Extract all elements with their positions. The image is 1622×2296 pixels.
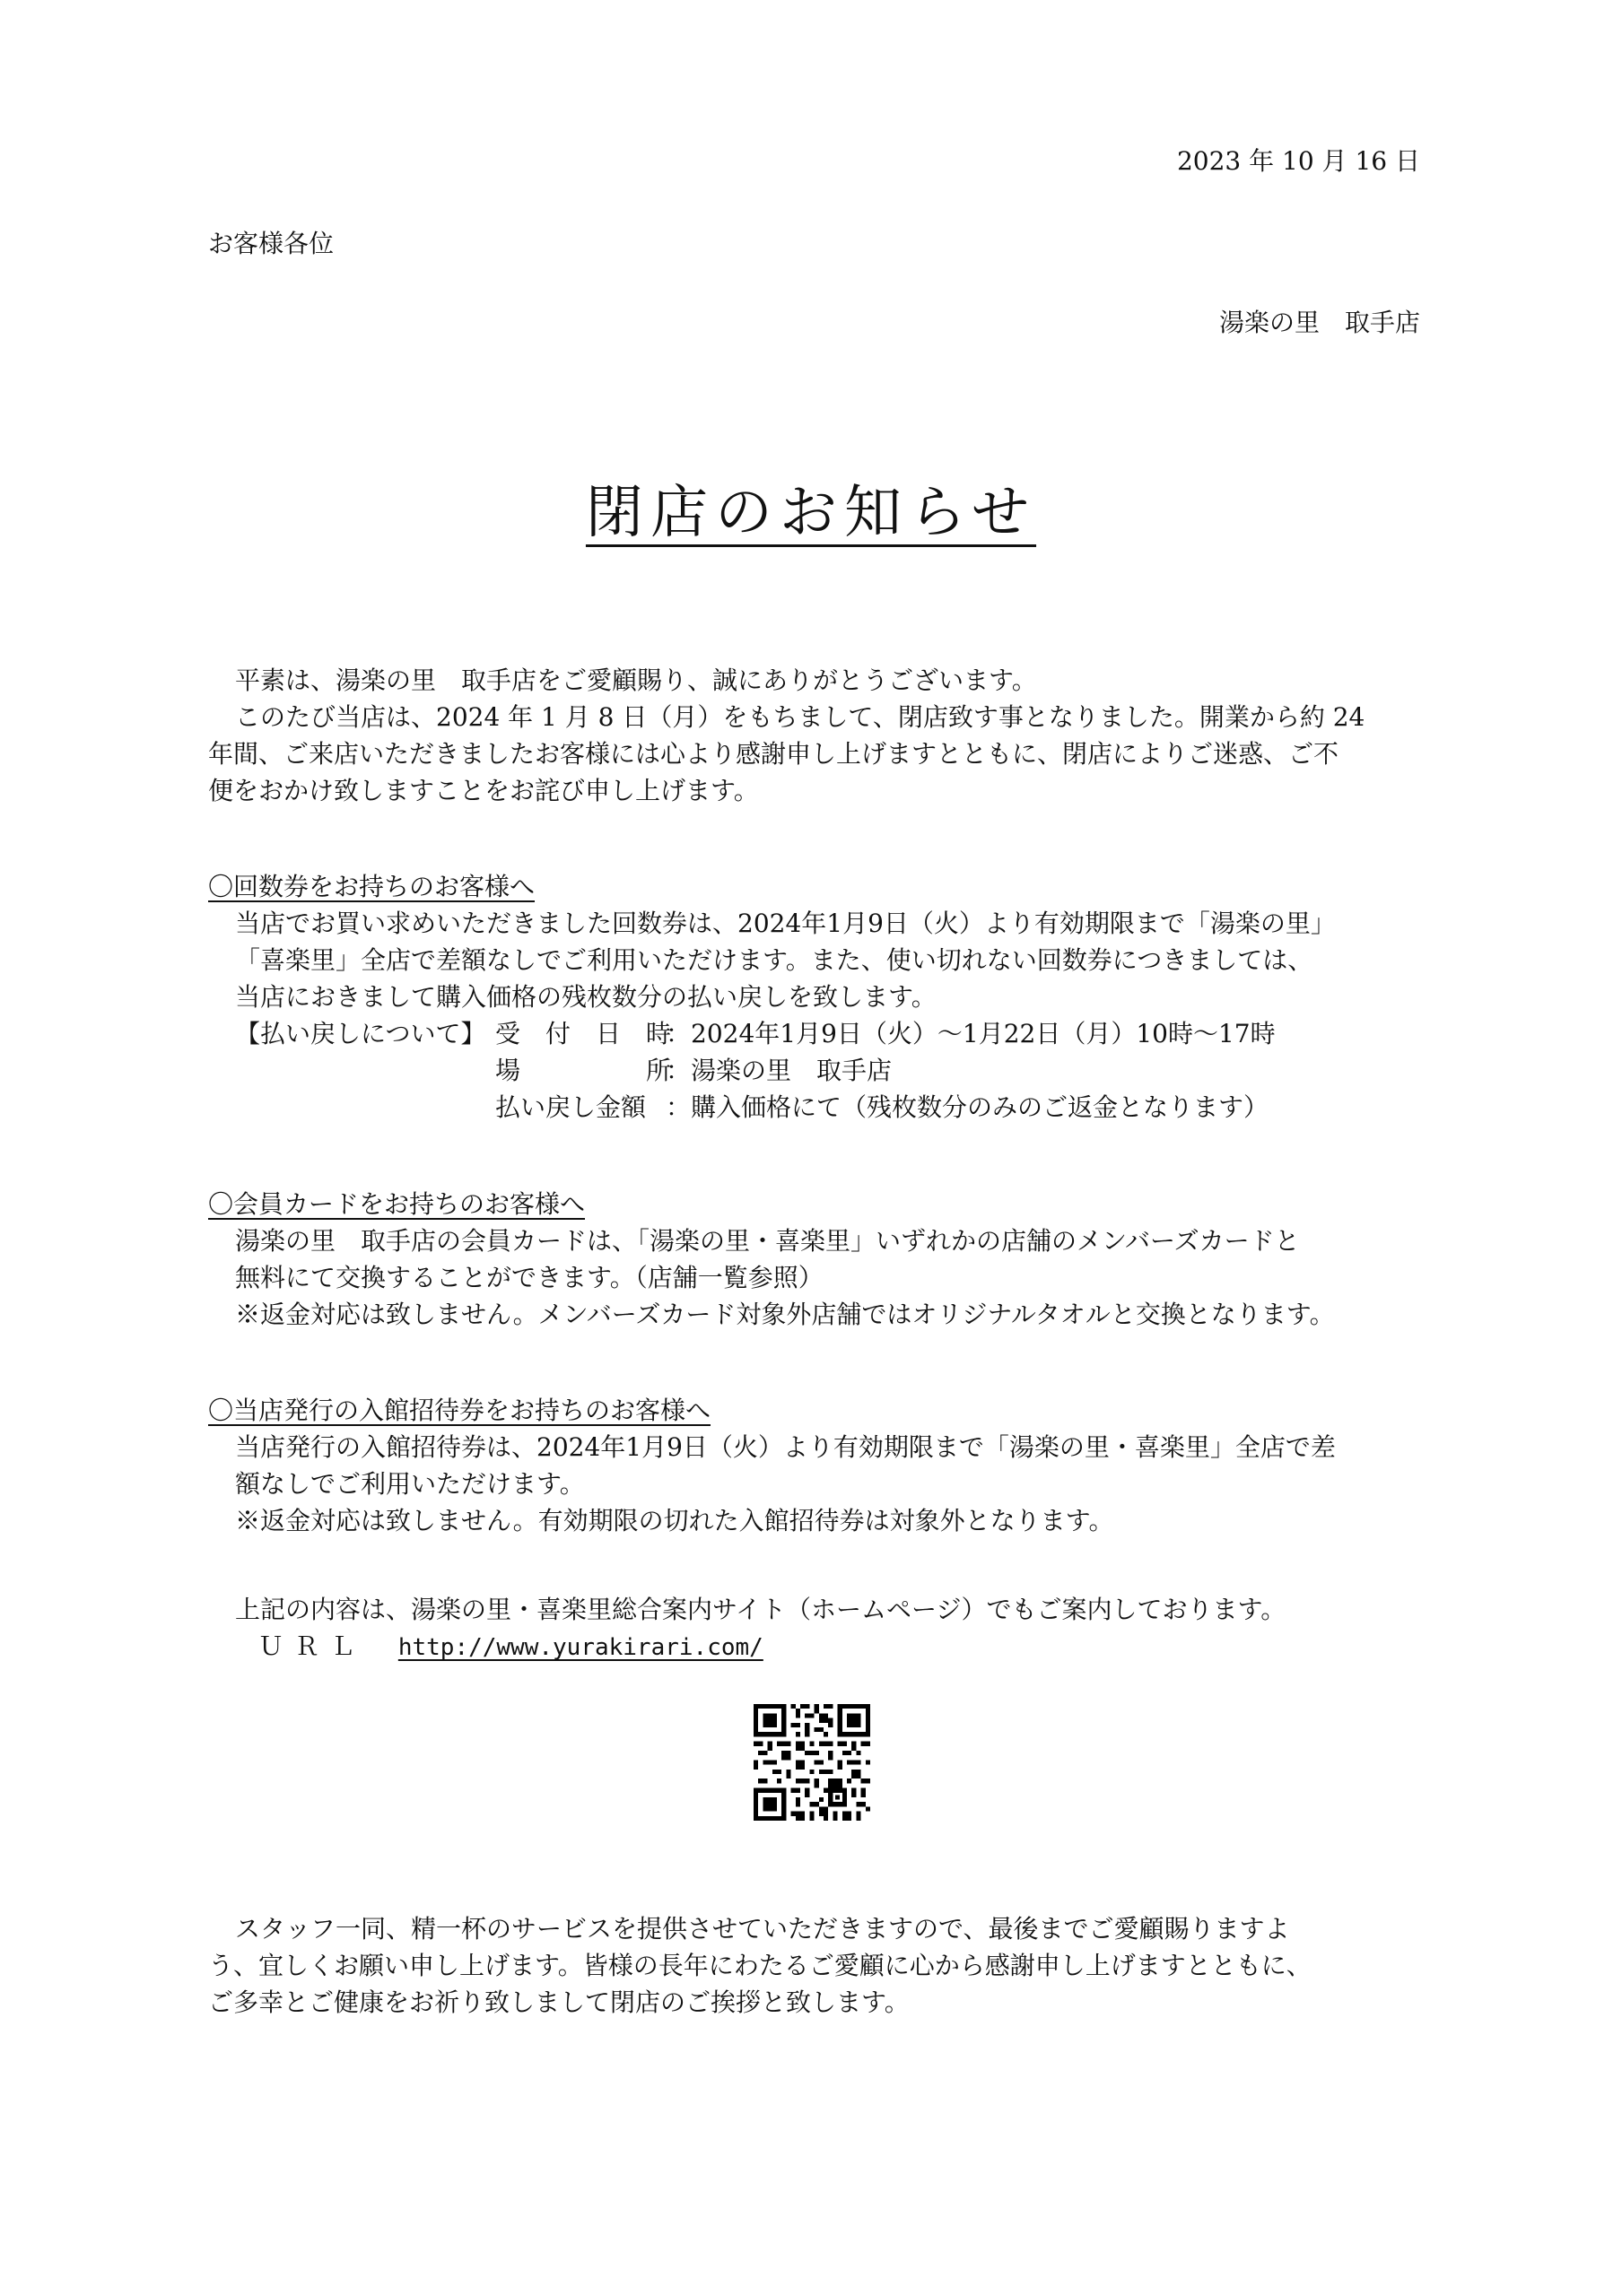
intro-line: 平素は、湯楽の里 取手店をご愛顧賜り、誠にありがとうございます。 <box>235 665 1037 695</box>
addressee: お客様各位 <box>208 229 335 258</box>
homepage-link[interactable]: http://www.yurakirari.com/ <box>397 1634 763 1661</box>
section-line: ※返金対応は致しません。有効期限の切れた入館招待券は対象外となります。 <box>235 1506 1114 1535</box>
info-block <box>208 1591 1419 1665</box>
section-heading: 〇当店発行の入館招待券をお持ちのお客様へ <box>208 1396 711 1425</box>
refund-key: 受 付 日 時 <box>495 1019 672 1048</box>
refund-key: 払い戻し金額 <box>495 1092 647 1122</box>
section-heading: 〇回数券をお持ちのお客様へ <box>208 872 536 901</box>
intro-line: このたび当店は、2024 年 1 月 8 日（月）をもちまして、閉店致す事となりました。開業から約 24 <box>235 702 1365 732</box>
refund-row: 払い戻し金額 ： 購入価格にて（残枚数分のみのご返金となります） <box>208 1089 1419 1126</box>
intro-line: 便をおかけ致しますことをお詫び申し上げます。 <box>208 776 759 805</box>
section-invitation <box>208 1392 1419 1539</box>
refund-label: 【払い戻しについて】 <box>235 1019 486 1048</box>
section-coupon <box>208 868 1419 1126</box>
info-line: 上記の内容は、湯楽の里・喜楽里総合案内サイト（ホームページ）でもご案内しております。 <box>235 1595 1286 1624</box>
refund-key: 場 所 <box>495 1056 672 1085</box>
refund-row: 場 所 ： 湯楽の里 取手店 <box>208 1052 1419 1089</box>
section-line: 当店でお買い求めいただきました回数券は、2024年1月9日（火）より有効期限まで「湯楽の里」 <box>235 909 1336 938</box>
document-title-wrap <box>0 466 1622 549</box>
closing-line: う、宜しくお願い申し上げます。皆様の長年にわたるご愛顧に心から感謝申し上げますとともに、 <box>208 1951 1312 1980</box>
section-line: 額なしでご利用いただけます。 <box>235 1469 585 1499</box>
section-member-card <box>208 1186 1419 1333</box>
qr-code-icon <box>754 1704 870 1821</box>
document-title: 閉店のお知らせ <box>585 480 1037 546</box>
section-line: 当店におきまして購入価格の残枚数分の払い戻しを致します。 <box>235 982 937 1012</box>
document-date: 2023 年 10 月 16 日 <box>1176 146 1420 176</box>
intro-paragraph <box>208 662 1419 809</box>
closing-line: ご多幸とご健康をお祈り致しまして閉店のご挨拶と致します。 <box>208 1987 910 2017</box>
closing-paragraph <box>208 1910 1419 2021</box>
intro-line: 年間、ご来店いただきましたお客様には心より感謝申し上げますとともに、閉店によりご迷惑、ご不 <box>208 739 1339 769</box>
section-line: 当店発行の入館招待券は、2024年1月9日（火）より有効期限まで「湯楽の里・喜楽里」全店で差 <box>235 1432 1336 1462</box>
url-label: ＵＲＬ <box>258 1631 367 1661</box>
refund-row: 【払い戻しについて】 受 付 日 時 ： 2024年1月9日（火）～1月22日（月）10時～17時 <box>208 1015 1419 1052</box>
sender: 湯楽の里 取手店 <box>1218 308 1420 337</box>
section-heading: 〇会員カードをお持ちのお客様へ <box>208 1189 586 1219</box>
closing-line: スタッフ一同、精一杯のサービスを提供させていただきますので、最後までご愛顧賜りますよ <box>235 1914 1290 1944</box>
refund-value: 2024年1月9日（火）～1月22日（月）10時～17時 <box>691 1019 1276 1048</box>
section-line: 湯楽の里 取手店の会員カードは、「湯楽の里・喜楽里」いずれかの店舗のメンバーズカードと <box>235 1226 1300 1256</box>
url-row <box>208 1628 1419 1665</box>
refund-value: 湯楽の里 取手店 <box>691 1056 893 1085</box>
refund-value: 購入価格にて（残枚数分のみのご返金となります） <box>691 1092 1269 1122</box>
section-line: 無料にて交換することができます。（店舗一覧参照） <box>235 1263 824 1292</box>
section-line: ※返金対応は致しません。メンバーズカード対象外店舗ではオリジナルタオルと交換となります。 <box>235 1300 1335 1329</box>
section-line: 「喜楽里」全店で差額なしでご利用いただけます。また、使い切れない回数券につきましては、 <box>235 945 1313 975</box>
